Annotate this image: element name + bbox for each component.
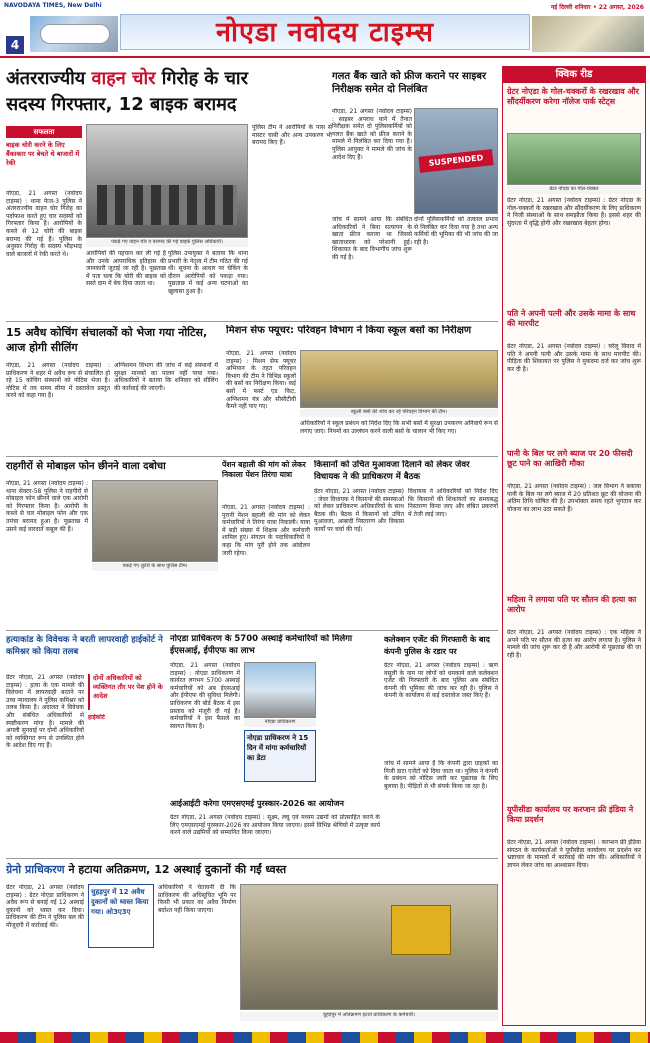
coaching-body-1: नोएडा, 21 अगस्त (नवोदय टाइम्स) : प्राधिकरण ने शहर में अवैध रूप से संचालित हो रहे 15 कोचिंग संस्थानों को नोटिस भेजा है। नोटिस में तय समय सीमा में दस्तावेज प्रस्तुत करने को कहा गया है। — [6, 362, 110, 400]
bank-body-2: जांच में सामने आया कि संबंधित अधिकारियों ने बिना सत्यापन के खाता फ्रीज कराया था जिससे खाताधारक को परेशानी हुई। शिकायत के बाद विभागीय जांच शुरू की गई है। — [332, 216, 412, 261]
bank-body-3: दोनों पुलिसकर्मियों को तत्काल प्रभाव से निलंबित कर दिया गया है तथा अन्य कर्मियों की भूमिका की भी जांच की जा रही है। — [414, 216, 498, 246]
pension-body: नोएडा, 21 अगस्त (नवोदय टाइम्स) : पुरानी पेंशन बहाली की मांग को लेकर कर्मचारियों ने तिरंगा यात्रा निकाली। यात्रा में बड़ी संख्या में शिक्षक और कर्मचारी शामिल हुए। संगठन के पदाधिकारियों ने कहा कि मांग पूरी होने तक आंदोलन जारी रहेगा। — [222, 504, 310, 557]
brand-pill-decoration — [40, 24, 110, 44]
sidebar-item-4-headline: महिला ने लगाया पति पर सौतन की हत्या का आरोप — [507, 595, 637, 614]
masthead — [0, 0, 650, 58]
msme-headline: आईआईटी करेगा एमएसएमई पुरस्कार-2026 का आयोजन — [170, 799, 344, 808]
greno-caption: चुहड़पुर में अतिक्रमण हटाते प्राधिकरण के कर्मचारी। — [240, 1012, 498, 1021]
quick-read-sidebar — [502, 66, 646, 1026]
sidebar-item-2-body: ग्रेटर नोएडा, 21 अगस्त (नवोदय टाइम्स) : घरेलू विवाद में पति ने अपनी पत्नी और उसके मामा के साथ मारपीट की। पीड़िता की शिकायत पर पुलिस ने मुकदमा दर्ज कर जांच शुरू कर दी है। — [507, 343, 641, 373]
date-line: नई दिल्ली शनिवार • 22 अगस्त, 2026 — [550, 4, 644, 11]
sidebar-item-1-photo — [507, 133, 641, 185]
sidebar-item-5-body: ग्रेटर नोएडा, 21 अगस्त (नवोदय टाइम्स) : करप्शन फ्री इंडिया संगठन के कार्यकर्ताओं ने यूपीसीडा कार्यालय पर प्रदर्शन कर भ्रष्टाचार के मामलों में कार्रवाई की मांग की। अधिकारियों ने ज्ञापन लेकर जांच का आश्वासन दिया। — [507, 839, 641, 869]
snatch-caption: पकड़े गए लुटेरों के साथ पुलिस टीम। — [92, 563, 218, 571]
mission-body-2: अधिकारियों ने स्कूल प्रबंधन को निर्देश दिए कि सभी बसों में सुरक्षा उपकरण अनिवार्य रूप से लगाए जाएं। नियमों का उल्लंघन करने वाली बसों के चालान भी किए गए। — [300, 420, 498, 435]
lead-headline-highlight: वाहन चोर — [91, 68, 156, 89]
greno-box: चुहड़पुर में 12 अवैध दुकानों को ध्वस्त किया गया। ओ3ए3ए — [88, 884, 154, 948]
collection-body-2: जांच में सामने आया है कि कंपनी द्वारा ग्राहकों का निजी डाटा एजेंटों को दिया जाता था। पुलिस ने कंपनी के प्रबंधन को नोटिस जारी कर पूछताछ के लिए बुलाया है। पीड़ितों से भी संपर्क किया जा रहा है। — [384, 760, 498, 790]
paper-line: NAVODAYA TIMES, New Delhi — [4, 2, 102, 9]
farmers-headline: किसानों को उचित मुआवजा दिलाने को लेकर जेवर विधायक ने की प्राधिकरण में बैठक — [314, 460, 470, 482]
farmers-body-2: विधायक ने अधिकारियों को निर्देश दिए कि किसानों की शिकायतों का समयबद्ध निस्तारण किया जाए और लंबित प्रकरणों में तेजी लाई जाए। — [408, 488, 498, 518]
divider-row-2 — [6, 456, 498, 457]
greno-body-1: ग्रेटर नोएडा, 21 अगस्त (नवोदय टाइम्स) : ग्रेटर नोएडा प्राधिकरण ने अवैध रूप से बनाई गई 12 अस्थाई दुकानों को ध्वस्त कर दिया। प्राधिकरण की टीम ने पुलिस बल की मौजूदगी में कार्रवाई की। — [6, 884, 84, 929]
authority-caption: नोएडा प्राधिकरण — [244, 719, 316, 727]
lead-headline-part-1: अंतरराज्यीय — [6, 68, 86, 89]
sidebar-item-2-headline: पति ने अपनी पत्नी और उसके मामा के साथ की मारपीट — [507, 309, 636, 328]
mission-headline: मिशन सेफ फ्यूचर: परिवहन विभाग ने किया स्कूल बसों का निरीक्षण — [226, 325, 472, 336]
authority-box: नोएडा प्राधिकरण ने 15 दिन में मांगा कर्मचारियों का डेटा — [244, 730, 316, 782]
sidebar-item-5-headline: यूपीसीडा कार्यालय पर करप्शन फ्री इंडिया ने किया प्रदर्शन — [507, 805, 634, 824]
mission-body-1: नोएडा, 21 अगस्त (नवोदय टाइम्स) : मिशन सेफ फ्यूचर अभियान के तहत परिवहन विभाग की टीम ने विभिन्न स्कूलों की बसों का निरीक्षण किया। कई बसों में फर्स्ट एड किट, अग्निशमन यंत्र और सीसीटीवी कैमरे नहीं पाए गए। — [226, 350, 296, 411]
page-number: 4 — [6, 36, 24, 54]
paper-brand: नोएडा नवोदय टाइम्स — [215, 17, 435, 48]
divider-row-4 — [6, 858, 498, 859]
highcourt-headline: हत्याकांड के विवेचक ने बरती लापरवाही हाईकोर्ट ने कमिश्नर को किया तलब — [6, 635, 163, 657]
authority-photo — [244, 662, 316, 718]
lead-headline-part-3: गिरोह के चार — [161, 68, 248, 89]
sidebar-item-1-headline: ग्रेटर नोएडा के गोल-चक्करों के रखरखाव और सौंदर्यीकरण करेगा नॉलेज पार्क स्टेट्स — [507, 87, 639, 106]
pension-headline: पेंशन बहाली की मांग को लेकर निकाला पेंशन तिरंगा यात्रा — [222, 460, 306, 479]
lead-headline-part-4: सदस्य गिरफ्तार, 12 बाइक बरामद — [6, 94, 237, 115]
divider-row-3 — [6, 630, 498, 631]
greno-headline — [6, 862, 498, 880]
suspended-stamp: SUSPENDED — [418, 149, 493, 173]
greno-photo — [240, 884, 498, 1010]
authority-body: नोएडा, 21 अगस्त (नवोदय टाइम्स) : नोएडा प्राधिकरण में कार्यरत लगभग 5700 अस्थाई कर्मचारियों को अब ईएसआई और ईपीएफ की सुविधा मिलेगी। प्राधिकरण की बोर्ड बैठक में इस प्रस्ताव को मंजूरी दी गई है। कर्मचारियों ने इस फैसले का स्वागत किया है। — [170, 662, 240, 730]
lead-caption: पकड़े गए वाहन चोर व बरामद की गई बाइकें पुलिस अधिकारी। — [86, 239, 248, 247]
lead-body-3: पुलिस उपायुक्त ने बताया कि थाना प्रभारी के नेतृत्व में टीम गठित की गई थी। सूचना के आधार पर चेकिंग के दौरान आरोपियों को पकड़ा गया। पूछताछ में कई अन्य घटनाओं का खुलासा हुआ है। — [168, 250, 248, 295]
greno-headline-rest: ने हटाया अतिक्रमण, 12 अस्थाई दुकानों की गईं ध्वस्त — [68, 863, 287, 876]
bank-headline: गलत बैंक खाते को फ्रीज कराने पर साइबर निरीक्षक समेत दो निलंबित — [332, 71, 487, 95]
msme-body: ग्रेटर नोएडा, 21 अगस्त (नवोदय टाइम्स) : सूक्ष्म, लघु एवं मध्यम उद्यमों को प्रोत्साहित करने के लिए एमएसएमई पुरस्कार-2026 का आयोजन किया जाएगा। इसमें विभिन्न श्रेणियों में उत्कृष्ट कार्य करने वाले उद्यमियों को सम्मानित किया जाएगा। — [170, 814, 380, 837]
sidebar-item-3-body: नोएडा, 21 अगस्त (नवोदय टाइम्स) : जल विभाग ने बकाया पानी के बिल पर लगे ब्याज में 20 प्रतिशत छूट की योजना की अंतिम तिथि घोषित की है। उपभोक्ता समय रहते भुगतान कर योजना का लाभ उठा सकते हैं। — [507, 483, 641, 513]
authority-headline: नोएडा प्राधिकरण के 5700 अस्थाई कर्मचारियों को मिलेगा ईएसआई, ईपीएफ का लाभ — [170, 634, 353, 656]
sidebar-item-4-body: ग्रेटर नोएडा, 21 अगस्त (नवोदय टाइम्स) : एक महिला ने अपने पति पर सौतन की हत्या का आरोप लगाया है। पुलिस ने मामले की जांच शुरू कर दी है और आरोपी से पूछताछ की जा रही है। — [507, 629, 641, 659]
sidebar-title: क्विक रीड — [503, 67, 645, 83]
mission-photo — [300, 350, 498, 408]
landmark-image — [532, 16, 644, 52]
lead-body-4: पुलिस टीम ने आरोपियों के पास से मास्टर चाबी और अन्य उपकरण भी बरामद किए हैं। — [252, 124, 332, 147]
lead-body-2: आरोपियों की पहचान कर ली गई है और उनके आपराधिक इतिहास की जानकारी जुटाई जा रही है। पूछताछ में पता चला कि चोरी की बाइक को सस्ते दाम में बेच दिया जाता था। — [86, 250, 166, 288]
farmers-body-1: ग्रेटर नोएडा, 21 अगस्त (नवोदय टाइम्स) : जेवर विधायक ने किसानों की समस्याओं को लेकर प्राधिकरण अधिकारियों के साथ बैठक की। बैठक में किसानों को उचित मुआवजा, आबादी निस्तारण और विकास कार्यों पर चर्चा की गई। — [314, 488, 404, 533]
snatch-body: नोएडा, 21 अगस्त (नवोदय टाइम्स) : थाना सेक्टर-58 पुलिस ने राहगीरों से मोबाइल फोन छीनने वाले एक आरोपी को गिरफ्तार किया है। आरोपी के कब्जे से चार मोबाइल फोन और एक तमंचा बरामद हुआ है। पूछताछ में उसने कई वारदातें कबूल की हैं। — [6, 480, 88, 533]
divider-row-1 — [6, 321, 498, 322]
lead-photo — [86, 124, 248, 238]
coaching-body-2: अग्निशमन विभाग की जांच में कई संस्थानों में सुरक्षा मानकों का पालन नहीं पाया गया। अधिकारियों ने बताया कि शनिवार को सीलिंग की कार्रवाई की जाएगी। — [114, 362, 218, 392]
color-strip-footer — [0, 1032, 650, 1043]
sidebar-item-1-caption: ग्रेटर नोएडा का गोल-चक्कर — [507, 186, 641, 194]
greno-body-2: अधिकारियों ने चेतावनी दी कि प्राधिकरण की अधिसूचित भूमि पर किसी भी प्रकार का अवैध निर्माण बर्दाश्त नहीं किया जाएगा। — [158, 884, 236, 914]
lead-kicker: सफलता — [6, 126, 82, 138]
sidebar-item-1-body: ग्रेटर नोएडा, 21 अगस्त (नवोदय टाइम्स) : ग्रेटर नोएडा के गोल-चक्करों के रखरखाव और सौंदर्यीकरण के लिए प्राधिकरण ने निजी संस्थाओं के साथ समझौता किया है। इससे शहर की सुंदरता में वृद्धि होगी और रखरखाव बेहतर होगा। — [507, 197, 641, 227]
snatch-headline: राहगीरों से मोबाइल फोन छीनने वाला दबोचा — [6, 461, 166, 472]
collection-body-1: ग्रेटर नोएडा, 21 अगस्त (नवोदय टाइम्स) : ऋण वसूली के नाम पर लोगों को धमकाने वाले कलेक्शन एजेंट की गिरफ्तारी के बाद पुलिस अब संबंधित कंपनी की भूमिका की जांच कर रही है। पुलिस ने कंपनी के कार्यालय से कई दस्तावेज जब्त किए हैं। — [384, 662, 498, 700]
highcourt-subhead: दोनों अधिकारियों को व्यक्तिगत तौर पर पेश होने के आदेश — [88, 674, 166, 710]
mission-caption: स्कूली बसों की जांच कर रहे परिवहन विभाग की टीम। — [300, 409, 498, 417]
highcourt-highlight: हाईकोर्ट — [88, 714, 105, 721]
highcourt-body: ग्रेटर नोएडा, 21 अगस्त (नवोदय टाइम्स) : हत्या के एक मामले की विवेचना में लापरवाही बरतने पर उच्च न्यायालय ने पुलिस कमिश्नर को तलब किया है। अदालत ने विवेचक और संबंधित अधिकारियों से स्पष्टीकरण मांगा है। मामले की अगली सुनवाई पर दोनों अधिकारियों को व्यक्तिगत रूप से उपस्थित होने के आदेश दिए गए हैं। — [6, 674, 84, 750]
greno-headline-highlight: ग्रेनो प्राधिकरण — [6, 863, 65, 876]
bank-body-1: नोएडा, 21 अगस्त (नवोदय टाइम्स) : साइबर अपराध थाने में तैनात निरीक्षक समेत दो पुलिसकर्मियों को गलत बैंक खाते को फ्रीज कराने के मामले में निलंबित कर दिया गया है। पुलिस आयुक्त ने मामले की जांच के आदेश दिए हैं। — [332, 108, 412, 161]
collection-headline: कलेक्शन एजेंट की गिरफ्तारी के बाद कंपनी पुलिस के रडार पर — [384, 635, 490, 656]
sidebar-item-3-headline: पानी के बिल पर लगे ब्याज पर 20 फीसदी छूट पाने का आखिरी मौका — [507, 449, 633, 468]
lead-headline — [6, 66, 336, 120]
snatch-photo — [92, 480, 218, 562]
lead-body-1: नोएडा, 21 अगस्त (नवोदय टाइम्स) : थाना फेज-3 पुलिस ने अंतरराज्यीय वाहन चोर गिरोह का पर्दाफाश करते हुए चार सदस्यों को गिरफ्तार किया है। आरोपियों के कब्जे से 12 चोरी की बाइक बरामद की गई हैं। पुलिस के अनुसार गिरोह के सदस्य भीड़भाड़ वाले बाजारों में रेकी करते थे। — [6, 190, 82, 258]
coaching-headline: 15 अवैध कोचिंग संचालकों को भेजा गया नोटिस, आज होगी सीलिंग — [6, 326, 208, 354]
suspended-image — [414, 108, 498, 214]
brand-band — [120, 14, 530, 50]
lead-bullet: बाइक चोरी करने के लिए बैंकाकार पर बेचते थे बाजारों में रेकी — [6, 141, 80, 167]
